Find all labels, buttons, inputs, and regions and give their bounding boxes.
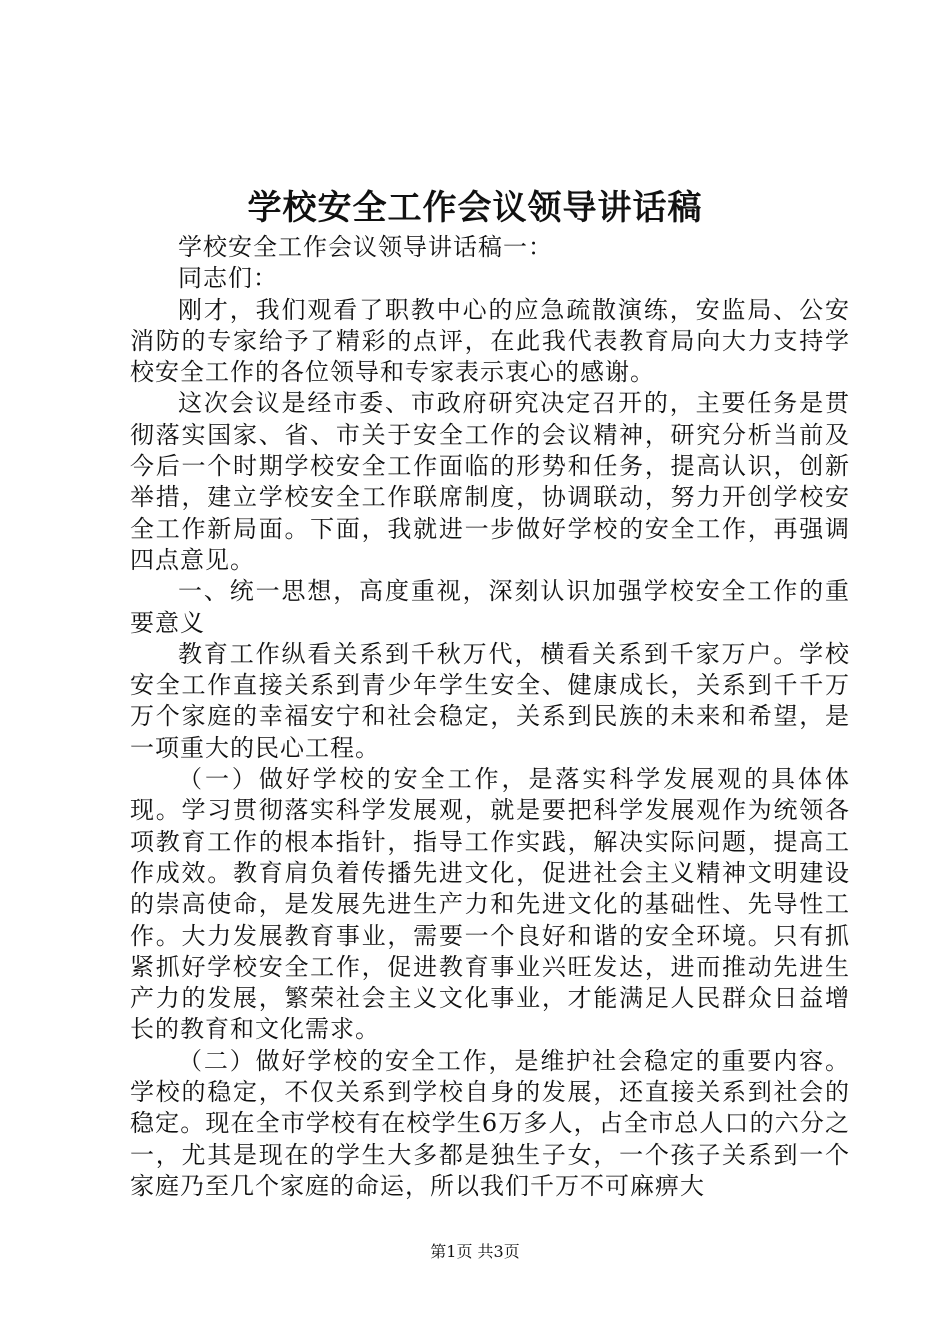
paragraph: 这次会议是经市委、市政府研究决定召开的，主要任务是贯彻落实国家、省、市关于安全工作的会议精神，研究分析当前及今后一个时期学校安全工作面临的形势和任务，提高认识，创新举措，建立学校安全工作联席制度，协调联动，努力开创学校安全工作新局面。下面，我就进一步做好学校的安全工作，再强调四点意见。	[130, 389, 850, 574]
page-footer: 第1页 共3页	[430, 1242, 520, 1261]
document-body	[130, 232, 850, 1202]
paragraph: （二）做好学校的安全工作，是维护社会稳定的重要内容。学校的稳定，不仅关系到学校自身的发展，还直接关系到社会的稳定。现在全市学校有在校学生6万多人，占全市总人口的六分之一，尤其是现在的学生大多都是独生子女，一个孩子关系到一个家庭乃至几个家庭的命运，所以我们千万不可麻痹大	[130, 1046, 850, 1200]
paragraph: （一）做好学校的安全工作，是落实科学发展观的具体体现。学习贯彻落实科学发展观，就是要把科学发展观作为统领各项教育工作的根本指针，指导工作实践，解决实际问题，提高工作成效。教育肩负着传播先进文化，促进社会主义精神文明建设的崇高使命，是发展先进生产力和先进文化的基础性、先导性工作。大力发展教育事业，需要一个良好和谐的安全环境。只有抓紧抓好学校安全工作，促进教育事业兴旺发达，进而推动先进生产力的发展，繁荣社会主义文化事业，才能满足人民群众日益增长的教育和文化需求。	[130, 765, 850, 1044]
paragraph: 刚才，我们观看了职教中心的应急疏散演练，安监局、公安消防的专家给予了精彩的点评，在此我代表教育局向大力支持学校安全工作的各位领导和专家表示衷心的感谢。	[130, 295, 850, 387]
section-heading: 一、统一思想，高度重视，深刻认识加强学校安全工作的重要意义	[130, 577, 850, 637]
paragraph-salutation: 同志们：	[178, 264, 278, 293]
paragraph-subtitle: 学校安全工作会议领导讲话稿一：	[178, 233, 553, 261]
document-title: 学校安全工作会议领导讲话稿	[247, 188, 703, 228]
paragraph: 教育工作纵看关系到千秋万代，横看关系到千家万户。学校安全工作直接关系到青少年学生安全、健康成长，关系到千千万万个家庭的幸福安宁和社会稳定，关系到民族的未来和希望，是一项重大的民心工程。	[130, 639, 850, 762]
